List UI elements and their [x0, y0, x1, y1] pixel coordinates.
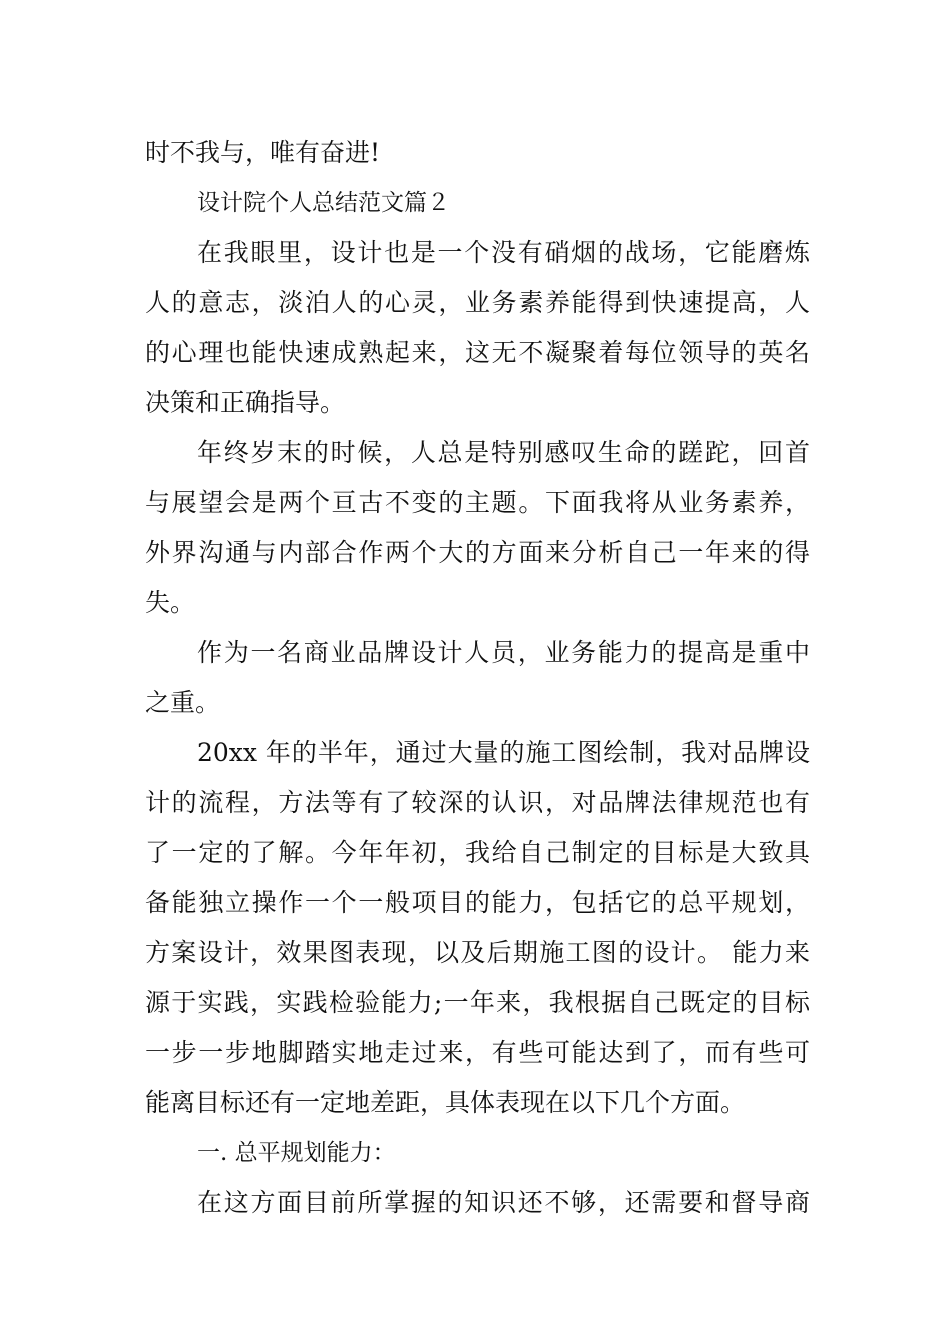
subsection-title: 一. 总平规划能力： — [197, 1140, 396, 1166]
paragraph-line: 外界沟通与内部合作两个大的方面来分析自己一年来的得 — [145, 538, 810, 567]
paragraph-line: 一步一步地脚踏实地走过来，有些可能达到了，而有些可 — [145, 1038, 810, 1067]
paragraph-line: 在这方面目前所掌握的知识还不够，还需要和督导商 — [197, 1188, 810, 1217]
section-title: 设计院个人总结范文篇２ — [197, 190, 450, 216]
paragraph-line: 能离目标还有一定地差距，具体表现在以下几个方面。 — [145, 1088, 746, 1117]
paragraph-line: 人的意志，淡泊人的心灵，业务素养能得到快速提高，人 — [145, 288, 810, 317]
paragraph-line: 方案设计，效果图表现，以及后期施工图的设计。 能力来 — [145, 938, 810, 967]
paragraph-line: 之重。 — [145, 688, 221, 717]
paragraph-line: 与展望会是两个亘古不变的主题。下面我将从业务素养， — [145, 488, 810, 517]
document-body — [145, 128, 810, 1228]
paragraph-line: 决策和正确指导。 — [145, 388, 346, 417]
text-line: 时不我与，唯有奋进! — [145, 138, 381, 167]
paragraph-line: 年终岁末的时候，人总是特别感叹生命的蹉跎，回首 — [197, 438, 810, 467]
paragraph-line: 计的流程，方法等有了较深的认识，对品牌法律规范也有 — [145, 788, 810, 817]
paragraph-line: 备能独立操作一个一般项目的能力，包括它的总平规划， — [145, 888, 810, 917]
paragraph-line: 20xx 年的半年，通过大量的施工图绘制，我对品牌设 — [197, 738, 810, 767]
paragraph-line: 的心理也能快速成熟起来，这无不凝聚着每位领导的英名 — [145, 338, 810, 367]
paragraph-line: 失。 — [145, 588, 196, 617]
paragraph-line: 了一定的了解。今年年初，我给自己制定的目标是大致具 — [145, 838, 810, 867]
paragraph-line: 在我眼里，设计也是一个没有硝烟的战场，它能磨炼 — [197, 238, 810, 267]
paragraph-line: 源于实践，实践检验能力;一年来，我根据自己既定的目标 — [145, 988, 810, 1017]
paragraph-line: 作为一名商业品牌设计人员，业务能力的提高是重中 — [197, 638, 810, 667]
